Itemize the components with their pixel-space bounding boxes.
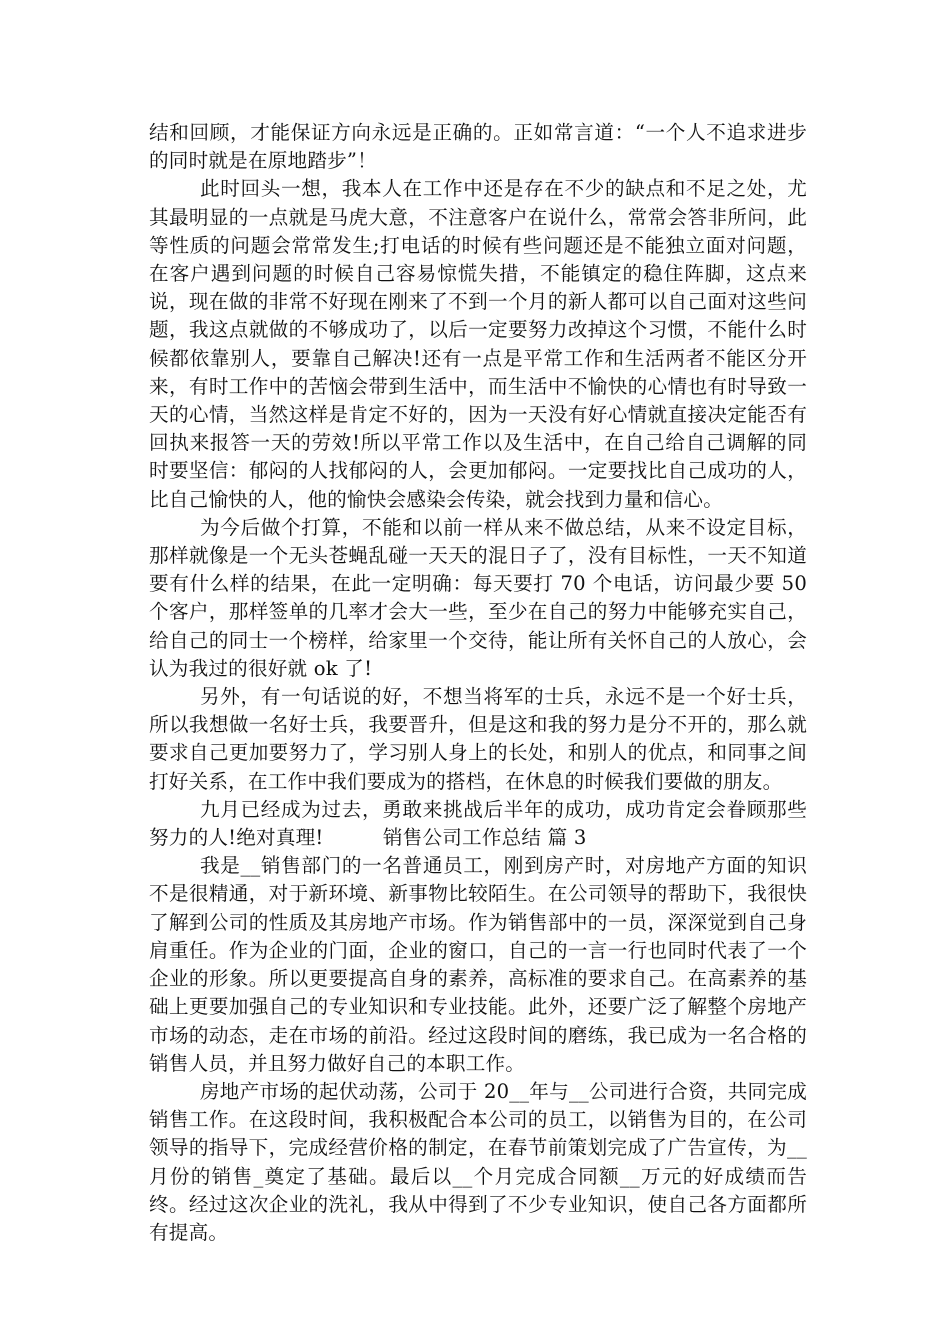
paragraph-good-soldier: 另外，有一句话说的好，不想当将军的士兵，永远不是一个好士兵，所以我想做一名好士兵，我要晋升，但是这和我的努力是分不开的，那么就要求自己更加要努力了，学习别人身上的长处，和别人的优点，和同事之间打好关系，在工作中我们要成为的搭档，在休息的时候我们要做的朋友。 [149,685,807,793]
paragraph-september-summary: 九月已经成为过去，勇敢来挑战后半年的成功，成功肯定会眷顾那些努力的人!绝对真理! 销售公司工作总结 篇 3 [149,797,807,850]
paragraph-shortcomings: 此时回头一想，我本人在工作中还是存在不少的缺点和不足之处，尤其最明显的一点就是马虎大意，不注意客户在说什么，常常会答非所问，此等性质的问题会常常发生;打电话的时候有些问题还是不能独立面对问题，在客户遇到问题的时候自己容易惊慌失措，不能镇定的稳住阵脚，这点来说，现在做的非常不好现在刚来了不到一个月的新人都可以自己面对这些问题，我这点就做的不够成功了，以后一定要努力改掉这个习惯，不能什么时候都依靠别人，要靠自己解决!还有一点是平常工作和生活两者不能区分开来，有时工作中的苦恼会带到生活中，而生活中不愉快的心情也有时导致一天的心情，当然这样是肯定不好的，因为一天没有好心情就直接决定能否有回执来报答一天的劳效!所以平常工作以及生活中，在自己给自己调解的同时要坚信：郁闷的人找郁闷的人，会更加郁闷。一定要找比自己成功的人，比自己愉快的人，他的愉快会感染会传染，就会找到力量和信心。 [149,177,807,511]
paragraph-sales-staff-intro: 我是__销售部门的一名普通员工，刚到房产时，对房地产方面的知识不是很精通，对于新环境、新事物比较陌生。在公司领导的帮助下，我很快了解到公司的性质及其房地产市场。作为销售部中的一员，深深觉到自己身肩重任。作为企业的门面，企业的窗口，自己的一言一行也同时代表了一个企业的形象。所以更要提高自身的素养，高标准的要求自己。在高素养的基础上更要加强自己的专业知识和专业技能。此外，还要广泛了解整个房地产市场的动态，走在市场的前沿。经过这段时间的磨练，我已成为一名合格的销售人员，并且努力做好自己的本职工作。 [149,854,807,1075]
paragraph-future-plan: 为今后做个打算，不能和以前一样从来不做总结，从来不设定目标，那样就像是一个无头苍蝇乱碰一天天的混日子了，没有目标性，一天不知道要有什么样的结果，在此一定明确：每天要打 70 个电话，访问最少要 50 个客户，那样签单的几率才会大一些，至少在自己的努力中能够充实自己，给自己的同士一个榜样，给家里一个交待，能让所有关怀自己的人放心，会认为我过的很好就 ok 了! [149,515,807,680]
paragraph-real-estate-market: 房地产市场的起伏动荡，公司于 20__年与__公司进行合资，共同完成销售工作。在这段时间，我积极配合本公司的员工，以销售为目的，在公司领导的指导下，完成经营价格的制定，在春节前策划完成了广告宣传，为__月份的销售_奠定了基础。最后以__个月完成合同额__万元的好成绩而告终。经过这次企业的洗礼，我从中得到了不少专业知识，使自己各方面都所有提高。 [149,1079,807,1244]
paragraph-continuation: 结和回顾，才能保证方向永远是正确的。正如常言道：“一个人不追求进步的同时就是在原地踏步”！ [149,121,807,173]
document-body [149,119,807,1247]
